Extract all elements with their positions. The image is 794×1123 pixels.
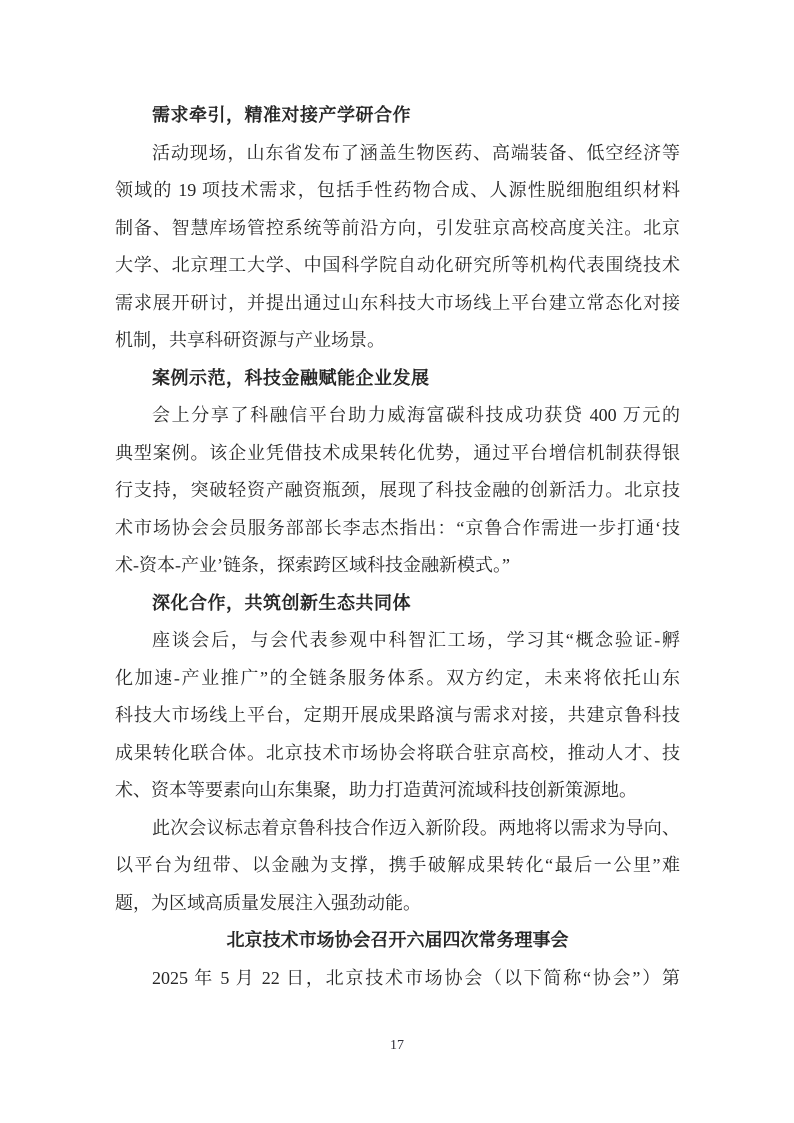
text-line: 需求展开研讨，并提出通过山东科技大市场线上平台建立常态化对接: [115, 292, 680, 313]
text-line: 大学、北京理工大学、中国科学院自动化研究所等机构代表围绕技术: [115, 255, 680, 275]
text-line: 2025 年 5 月 22 日，北京技术市场协会（以下简称“协会”）第: [152, 967, 680, 988]
document-text-block: [115, 97, 680, 997]
page-number: 17: [390, 1038, 404, 1053]
section-heading-demand: 需求牵引，精准对接产学研合作: [152, 105, 411, 125]
text-line: 座谈会后，与会代表参观中科智汇工场，学习其“概念验证-孵: [152, 630, 680, 650]
text-line: 化加速-产业推广”的全链条服务体系。双方约定，未来将依托山东: [115, 667, 680, 688]
text-line: 领域的 19 项技术需求，包括手性药物合成、人源性脱细胞组织材料: [115, 180, 680, 200]
text-line: 会上分享了科融信平台助力威海富碳科技成功获贷 400 万元的: [152, 405, 680, 425]
text-line: 此次会议标志着京鲁科技合作迈入新阶段。两地将以需求为导向、: [152, 817, 680, 838]
text-line: 术、资本等要素向山东集聚，助力打造黄河流域科技创新策源地。: [115, 780, 637, 800]
text-line: 科技大市场线上平台，定期开展成果路演与需求对接，共建京鲁科技: [115, 705, 680, 725]
text-line: 活动现场，山东省发布了涵盖生物医药、高端装备、低空经济等: [152, 142, 680, 163]
text-line: 典型案例。该企业凭借技术成果转化优势，通过平台增信机制获得银: [115, 442, 680, 463]
text-line: 题，为区域高质量发展注入强劲动能。: [115, 892, 421, 913]
text-line: 制备、智慧库场管控系统等前沿方向，引发驻京高校高度关注。北京: [115, 217, 680, 238]
text-line: 成果转化联合体。北京技术市场协会将联合驻京高校，推动人才、技: [115, 742, 680, 763]
text-line: 行支持，突破轻资产融资瓶颈，展现了科技金融的创新活力。北京技: [115, 480, 680, 500]
text-line: 机制，共享科研资源与产业场景。: [115, 330, 385, 350]
text-line: 术市场协会会员服务部部长李志杰指出：“京鲁合作需进一步打通‘技: [115, 517, 680, 538]
text-line: 术-资本-产业’链条，探索跨区域科技金融新模式。”: [115, 555, 510, 575]
section-heading-council: 北京技术市场协会召开六届四次常务理事会: [226, 930, 569, 950]
text-line: 以平台为纽带、以金融为支撑，携手破解成果转化“最后一公里”难: [115, 855, 680, 875]
section-heading-case: 案例示范，科技金融赋能企业发展: [152, 367, 430, 388]
section-heading-cooperation: 深化合作，共筑创新生态共同体: [152, 592, 411, 613]
